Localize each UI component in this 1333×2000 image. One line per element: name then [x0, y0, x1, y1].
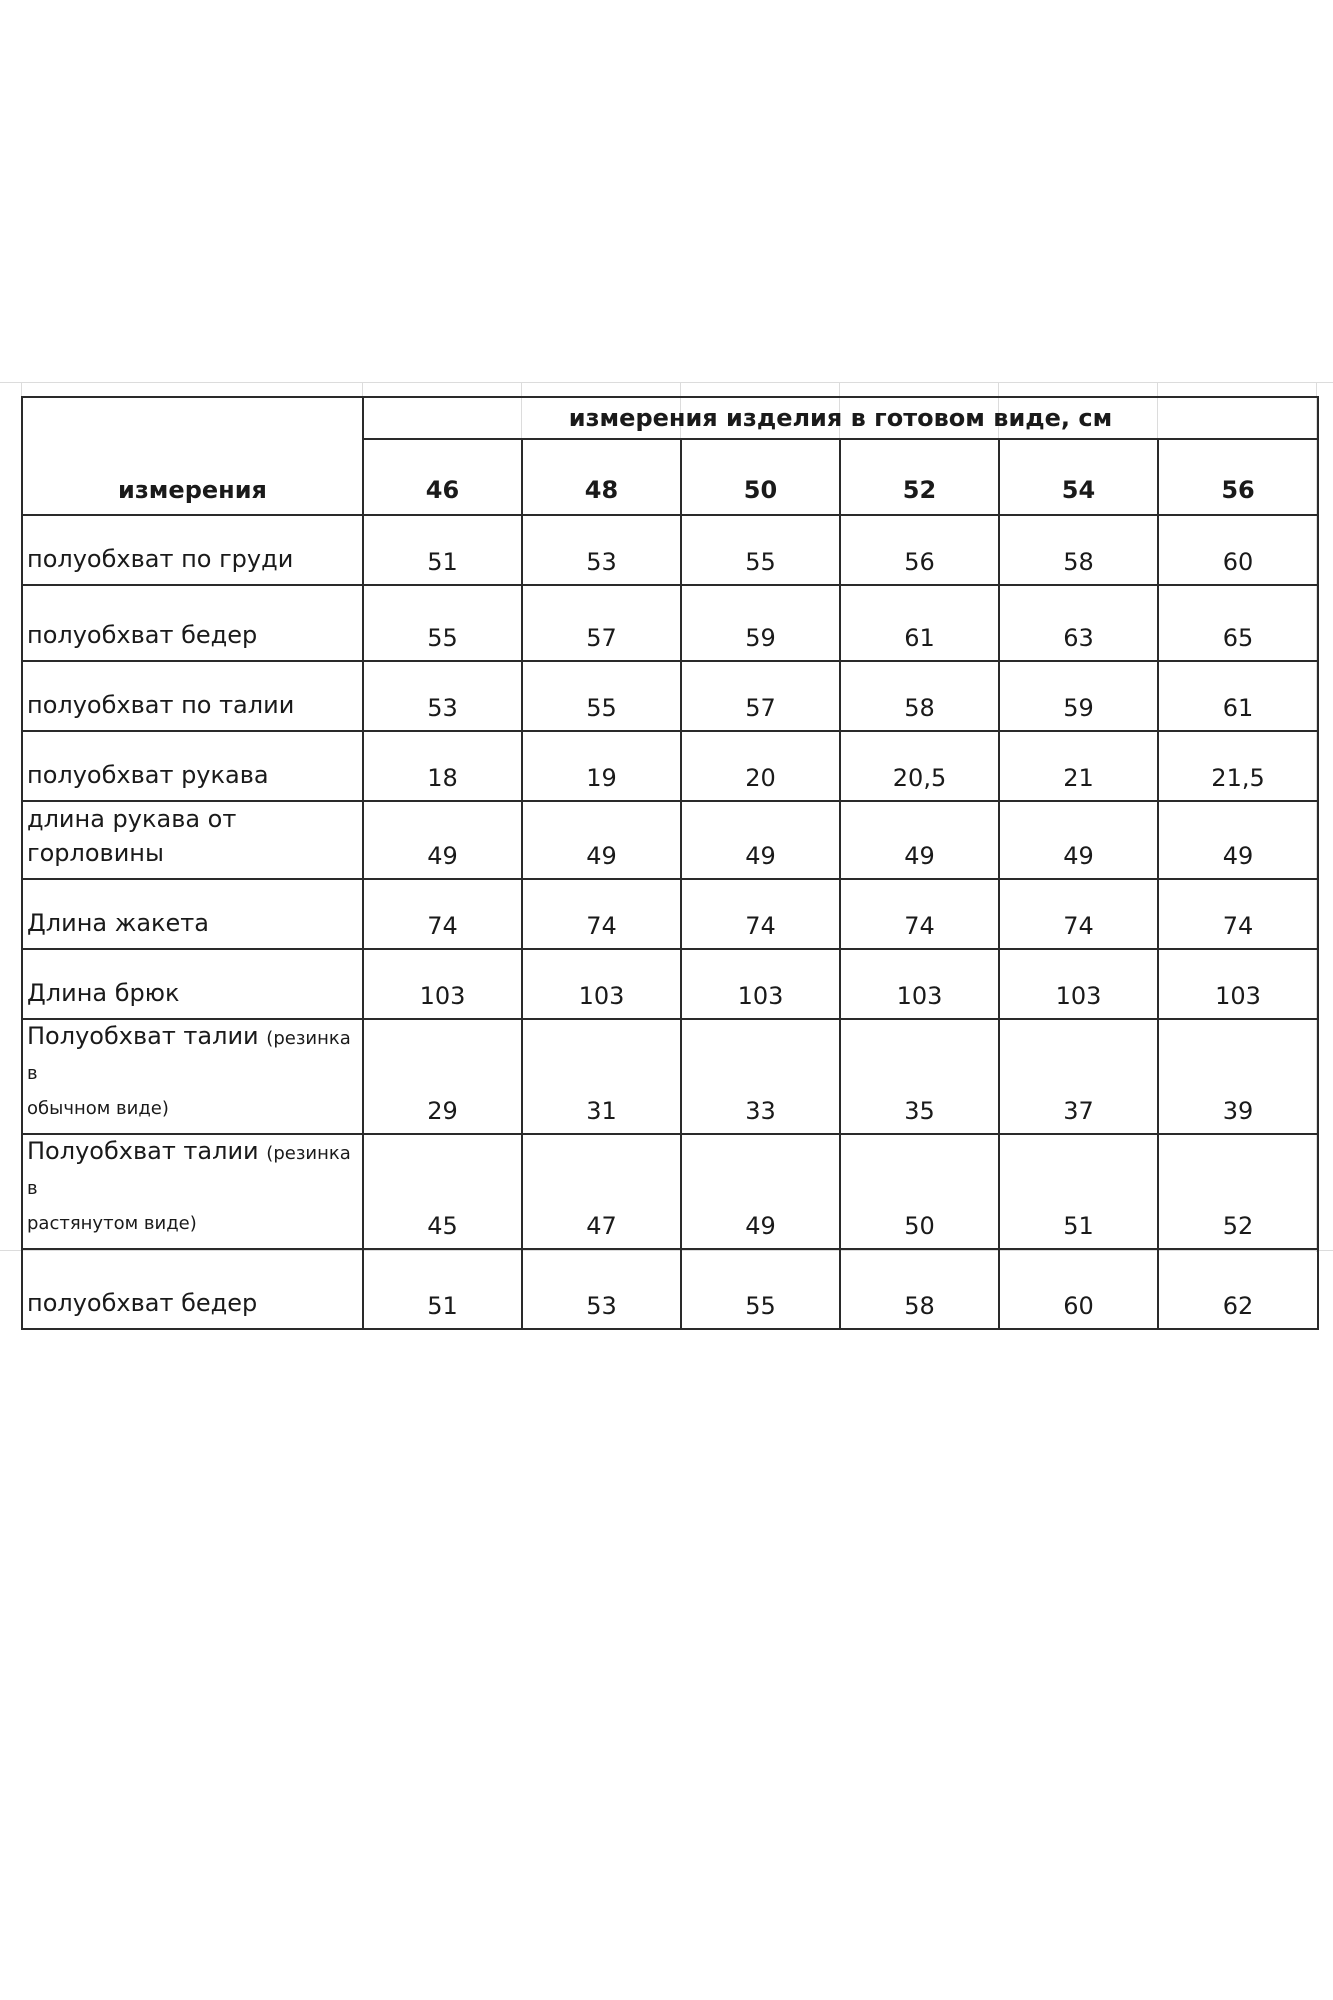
row-label-note: (резинка в	[27, 1143, 351, 1199]
row-label	[22, 801, 363, 879]
value-cell: 74	[840, 879, 999, 949]
value-cell: 74	[1158, 879, 1318, 949]
value-cell: 47	[522, 1134, 681, 1249]
value-cell: 60	[999, 1249, 1158, 1329]
value-cell: 103	[681, 949, 840, 1019]
table-row	[22, 1249, 1318, 1329]
value-cell: 31	[522, 1019, 681, 1134]
row-label	[22, 1134, 363, 1249]
value-cell: 57	[522, 585, 681, 661]
table-row	[22, 515, 1318, 585]
value-cell: 35	[840, 1019, 999, 1134]
row-label-text: полуобхват по талии	[27, 691, 295, 719]
value-cell: 49	[840, 801, 999, 879]
value-cell: 55	[681, 515, 840, 585]
row-label	[22, 731, 363, 801]
value-cell: 59	[681, 585, 840, 661]
row-label-text: полуобхват по груди	[27, 545, 294, 573]
value-cell: 53	[522, 515, 681, 585]
value-cell: 50	[840, 1134, 999, 1249]
row-label	[22, 1249, 363, 1329]
value-cell: 74	[999, 879, 1158, 949]
row-label	[22, 879, 363, 949]
value-cell: 58	[840, 1249, 999, 1329]
value-cell: 21	[999, 731, 1158, 801]
table-row	[22, 1134, 1318, 1249]
header-row-group	[22, 397, 1318, 439]
row-label-text: длина рукава от	[27, 805, 237, 833]
value-cell: 65	[1158, 585, 1318, 661]
header-size-cell: 50	[681, 439, 840, 515]
value-cell: 55	[681, 1249, 840, 1329]
table-row	[22, 801, 1318, 879]
value-cell: 55	[522, 661, 681, 731]
table-row	[22, 1019, 1318, 1134]
value-cell: 103	[522, 949, 681, 1019]
value-cell: 53	[522, 1249, 681, 1329]
value-cell: 49	[363, 801, 522, 879]
value-cell: 19	[522, 731, 681, 801]
value-cell: 55	[363, 585, 522, 661]
header-size-cell: 56	[1158, 439, 1318, 515]
value-cell: 29	[363, 1019, 522, 1134]
value-cell: 45	[363, 1134, 522, 1249]
value-cell: 59	[999, 661, 1158, 731]
value-cell: 57	[681, 661, 840, 731]
row-label-note: (резинка в	[27, 1028, 351, 1084]
header-size-cell: 54	[999, 439, 1158, 515]
value-cell: 62	[1158, 1249, 1318, 1329]
value-cell: 51	[999, 1134, 1158, 1249]
row-label-note-line2: обычном виде)	[27, 1098, 169, 1119]
value-cell: 52	[1158, 1134, 1318, 1249]
value-cell: 103	[840, 949, 999, 1019]
table-row	[22, 661, 1318, 731]
header-corner-cell: измерения	[22, 397, 363, 515]
header-size-cell: 46	[363, 439, 522, 515]
row-label-text: Длина брюк	[27, 979, 180, 1007]
value-cell: 103	[999, 949, 1158, 1019]
value-cell: 53	[363, 661, 522, 731]
value-cell: 49	[681, 801, 840, 879]
sheet-gridline	[0, 382, 1333, 383]
table-row	[22, 879, 1318, 949]
value-cell: 58	[999, 515, 1158, 585]
value-cell: 49	[522, 801, 681, 879]
table-row	[22, 585, 1318, 661]
row-label	[22, 661, 363, 731]
value-cell: 33	[681, 1019, 840, 1134]
row-label-note-line2: растянутом виде)	[27, 1213, 197, 1234]
value-cell: 61	[840, 585, 999, 661]
value-cell: 74	[522, 879, 681, 949]
row-label	[22, 515, 363, 585]
value-cell: 37	[999, 1019, 1158, 1134]
value-cell: 51	[363, 515, 522, 585]
value-cell: 58	[840, 661, 999, 731]
header-size-cell: 52	[840, 439, 999, 515]
row-label-text: Полуобхват талии	[27, 1137, 259, 1165]
header-group-cell: измерения изделия в готовом виде, см	[363, 397, 1318, 439]
value-cell: 74	[363, 879, 522, 949]
row-label	[22, 585, 363, 661]
value-cell: 49	[681, 1134, 840, 1249]
row-label-text: полуобхват рукава	[27, 761, 269, 789]
row-label	[22, 1019, 363, 1134]
header-size-cell: 48	[522, 439, 681, 515]
value-cell: 103	[1158, 949, 1318, 1019]
value-cell: 61	[1158, 661, 1318, 731]
row-label-text-line2: горловины	[27, 839, 164, 867]
value-cell: 49	[999, 801, 1158, 879]
value-cell: 51	[363, 1249, 522, 1329]
value-cell: 63	[999, 585, 1158, 661]
value-cell: 49	[1158, 801, 1318, 879]
table-row	[22, 949, 1318, 1019]
value-cell: 20,5	[840, 731, 999, 801]
value-cell: 56	[840, 515, 999, 585]
row-label	[22, 949, 363, 1019]
size-chart-table	[21, 396, 1319, 1330]
value-cell: 20	[681, 731, 840, 801]
table-row	[22, 731, 1318, 801]
value-cell: 103	[363, 949, 522, 1019]
row-label-text: полуобхват бедер	[27, 621, 258, 649]
row-label-text: полуобхват бедер	[27, 1289, 258, 1317]
value-cell: 18	[363, 731, 522, 801]
row-label-text: Длина жакета	[27, 909, 209, 937]
row-label-text: Полуобхват талии	[27, 1022, 259, 1050]
value-cell: 74	[681, 879, 840, 949]
value-cell: 39	[1158, 1019, 1318, 1134]
value-cell: 60	[1158, 515, 1318, 585]
value-cell: 21,5	[1158, 731, 1318, 801]
